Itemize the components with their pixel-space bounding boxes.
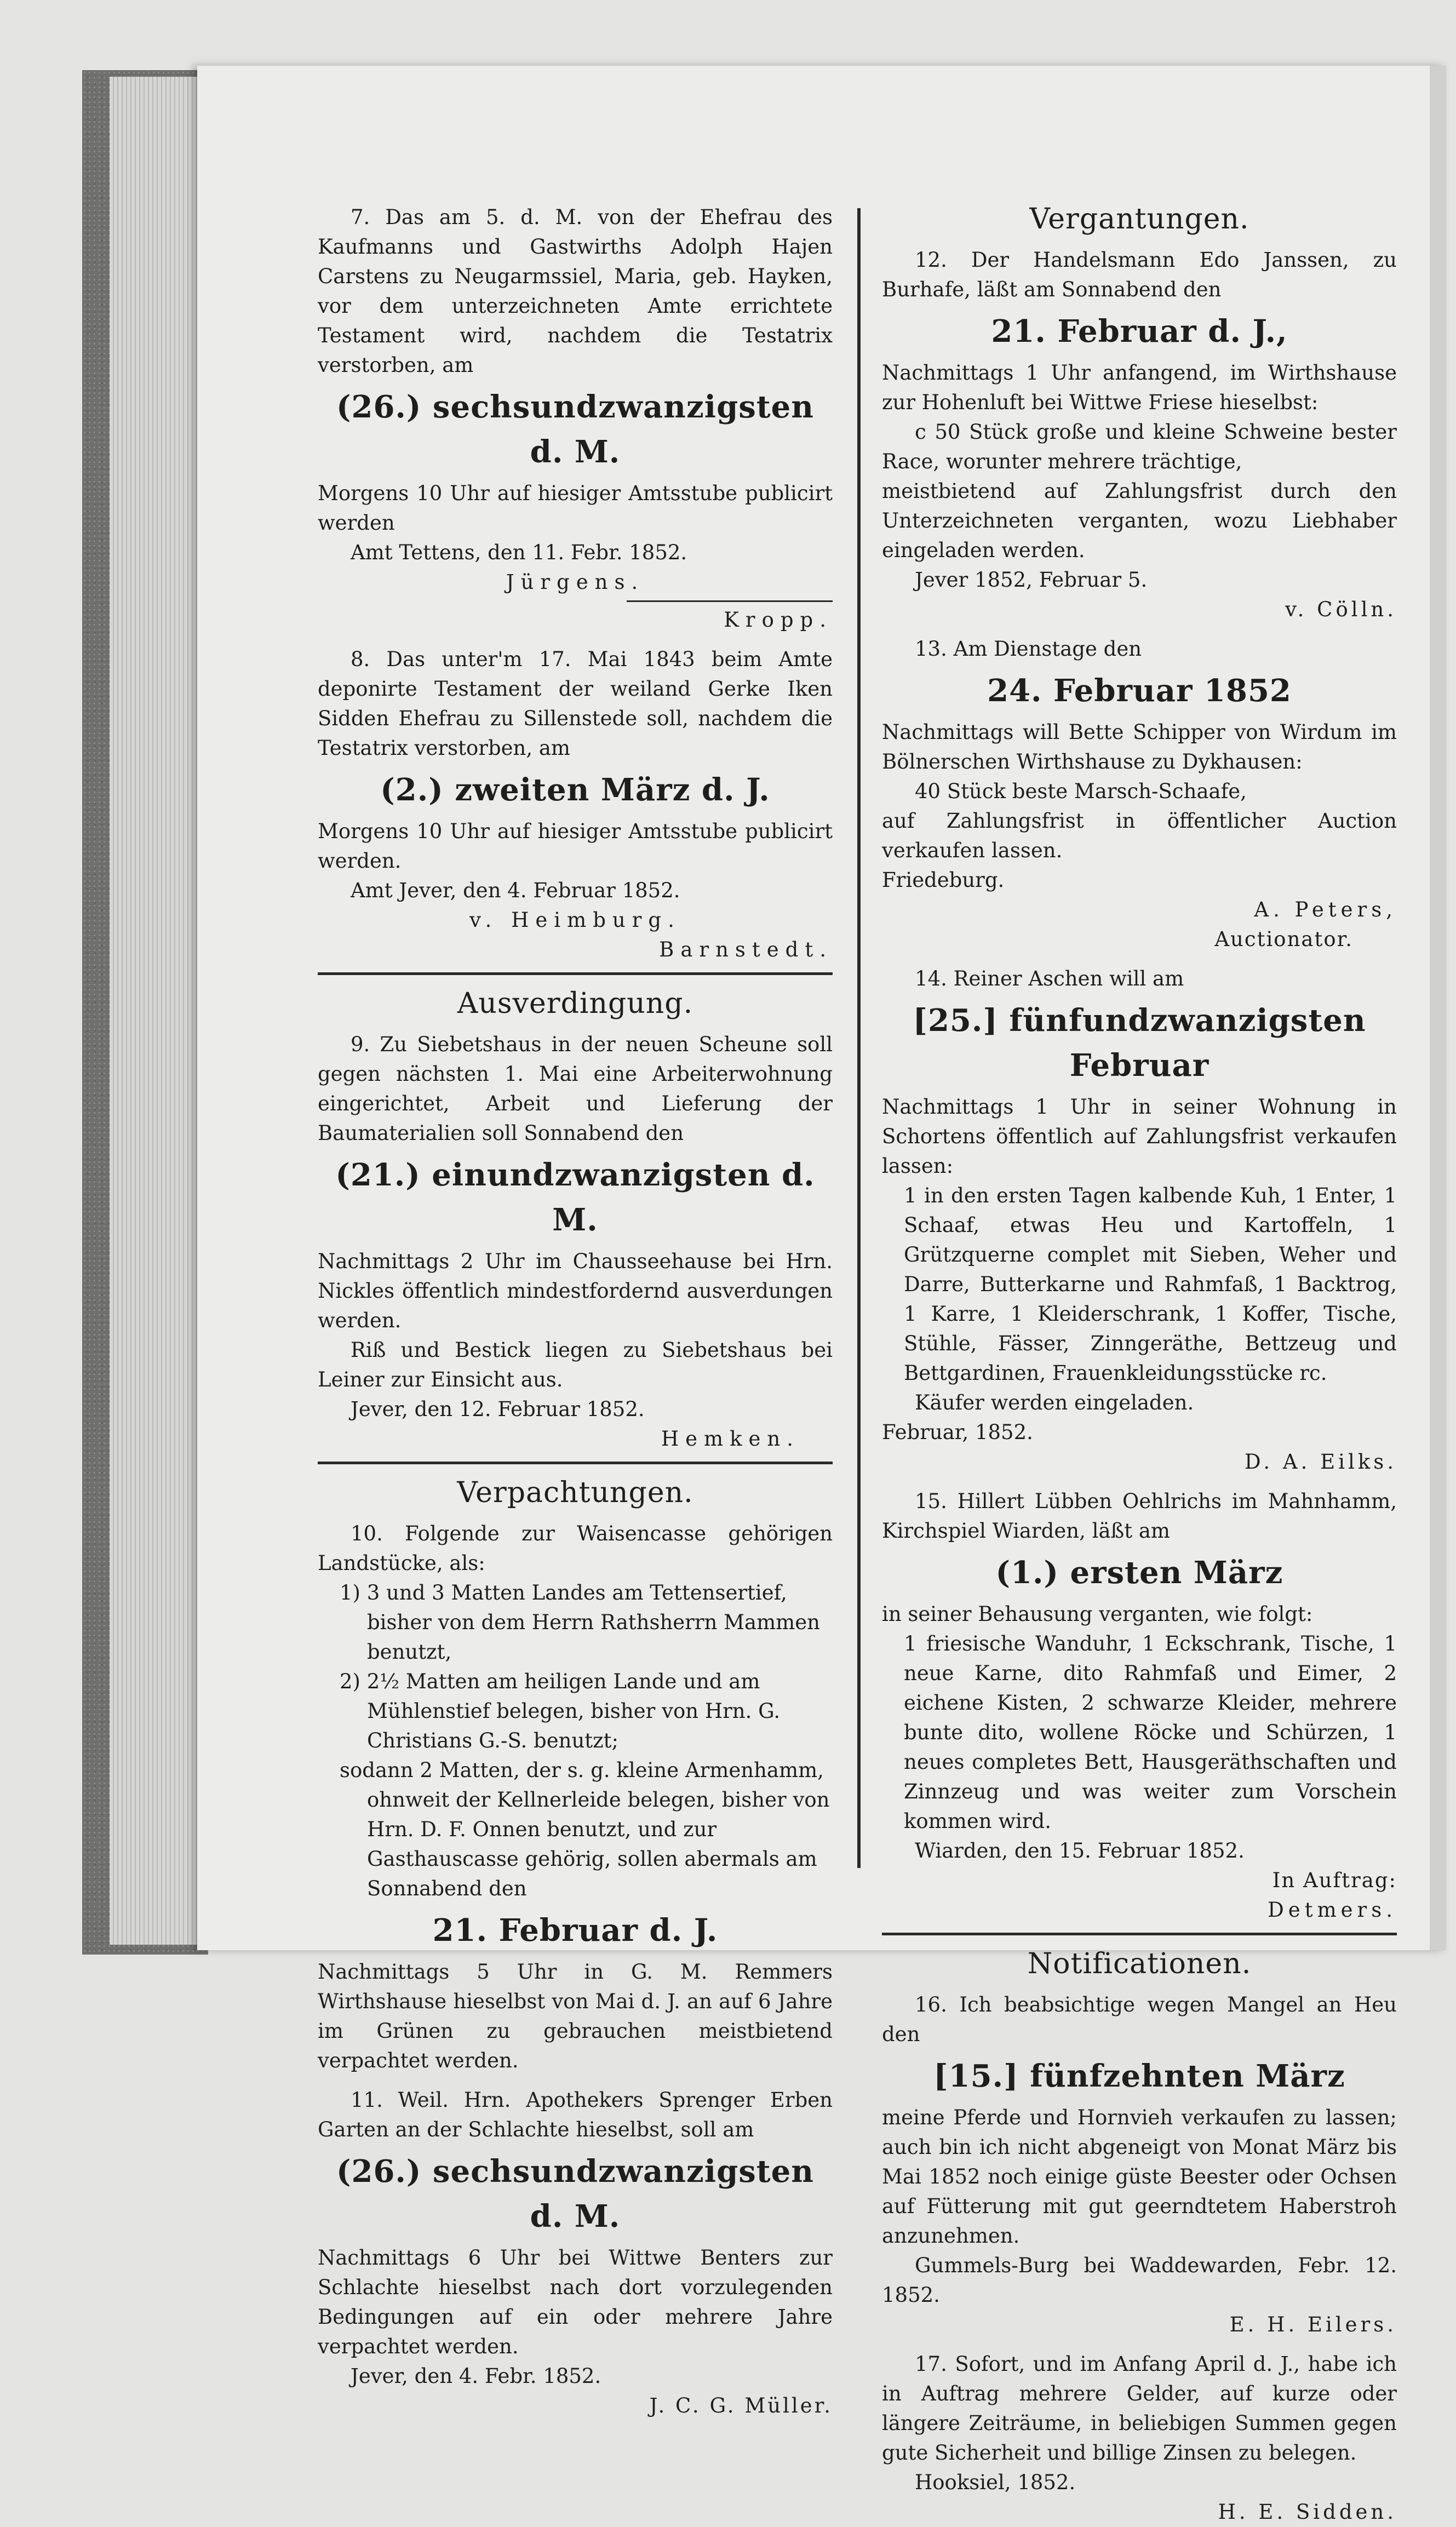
notice-13-date: 24. Februar 1852 xyxy=(987,673,1292,709)
notice-15-text: 15. Hillert Lübben Oehlrichs im Mahnhamm, Kirchspiel Wiarden, läßt am xyxy=(882,1489,1397,1543)
notice-13-item: 40 Stück beste Marsch-Schaafe, xyxy=(915,780,1247,803)
section-rule xyxy=(882,1933,1397,1935)
section-heading-verpachtungen: Verpachtungen. xyxy=(457,1476,693,1509)
notice-15-signature-1: In Auftrag: xyxy=(1272,1869,1397,1892)
notice-14-after-2: Käufer werden eingeladen. xyxy=(915,1391,1194,1414)
notice-9-date: (21.) einundzwanzigsten d. M. xyxy=(335,1157,815,1238)
notice-9-after: Nachmittags 2 Uhr im Chausseehause bei Hrn. Nickles öffentlich mindestfordernd ausverdungen werden. xyxy=(318,1250,833,1332)
notice-12-text: 12. Der Handelsmann Edo Janssen, zu Burhafe, läßt am Sonnabend den xyxy=(882,248,1397,301)
notice-17-text: 17. Sofort, und im Anfang April d. J., habe ich in Auftrag mehrere Gelder, auf kurze oder längere Zeiträume, in beliebigen Summen gegen gute Sicherheit und billige Zinsen zu belegen. xyxy=(882,2352,1397,2465)
notice-13-after: Nachmittags will Bette Schipper von Wirdum im Bölnerschen Wirthshause zu Dykhausen: xyxy=(882,720,1397,773)
notice-16-signature: E. H. Eilers. xyxy=(1229,2313,1397,2336)
notice-14-text: 14. Reiner Aschen will am xyxy=(915,967,1184,990)
notice-13-text: 13. Am Dienstage den xyxy=(915,637,1142,661)
notice-8-text: 8. Das unter'm 17. Mai 1843 beim Amte deponirte Testament der weiland Gerke Iken Sidden Ehefrau zu Sillenstede soll, nachdem die Testatrix verstorben, am xyxy=(318,647,833,760)
section-heading-ausverdingung: Ausverdingung. xyxy=(457,987,693,1020)
notice-11-date: (26.) sechsundzwanzigsten d. M. xyxy=(336,2153,814,2234)
notice-10-text: 10. Folgende zur Waisencasse gehörigen Landstücke, als: xyxy=(318,1522,833,1575)
notice-12-place: Jever 1852, Februar 5. xyxy=(915,568,1148,592)
newspaper-page xyxy=(197,66,1446,2524)
left-column xyxy=(318,203,833,2421)
notice-14-place: Februar, 1852. xyxy=(882,1420,1033,1444)
notice-11-text: 11. Weil. Hrn. Apothekers Sprenger Erben Garten an der Schlachte hieselbst, soll am xyxy=(318,2088,833,2141)
notice-14-after: Nachmittags 1 Uhr in seiner Wohnung in Schortens öffentlich auf Zahlungsfrist verkaufen lassen: xyxy=(882,1095,1397,1178)
notice-8-after: Morgens 10 Uhr auf hiesiger Amtsstube publicirt werden. xyxy=(318,820,833,873)
notice-9-signature: Hemken. xyxy=(661,1427,800,1451)
page-right-edge xyxy=(1430,66,1446,1950)
notice-7-signature-1: Jürgens. xyxy=(506,570,645,594)
section-heading-vergantungen: Vergantungen. xyxy=(1029,203,1249,236)
notice-10-item: 2) 2½ Matten am heiligen Lande und am Mühlenstief belegen, bisher von Hrn. G. Christians G.-S. benutzt; xyxy=(340,1670,781,1752)
notice-12-signature: v. Cölln. xyxy=(1285,598,1397,621)
notice-15-after: in seiner Behausung verganten, wie folgt: xyxy=(882,1602,1313,1626)
notice-12-date: 21. Februar d. J., xyxy=(991,313,1288,349)
notice-13-signature-2: Auctionator. xyxy=(1214,927,1353,951)
notice-15-items: 1 friesische Wanduhr, 1 Eckschrank, Tische, 1 neue Karne, dito Rahmfaß und Eimer, 2 eichene Kisten, 2 schwarze Kleider, mehrere bunte dito, wollene Röcke und Schürzen, 1 neues completes Bett, Hausgeräthschaften und Zinnzeug und was weiter zum Vorschein kommen wird. xyxy=(904,1632,1397,1833)
notice-8-place: Amt Jever, den 4. Februar 1852. xyxy=(351,879,680,902)
column-divider xyxy=(857,208,861,1868)
notice-7-date: (26.) sechsundzwanzigsten d. M. xyxy=(336,389,814,470)
notice-13-signature-1: A. Peters, xyxy=(1254,898,1397,921)
notice-8-signature-1: v. Heimburg. xyxy=(469,908,681,932)
notice-16-text: 16. Ich beabsichtige wegen Mangel an Heu den xyxy=(882,1993,1397,2046)
notice-9-place: Jever, den 12. Februar 1852. xyxy=(351,1397,645,1421)
notice-15-date: (1.) ersten März xyxy=(995,1555,1283,1591)
notice-16-after: meine Pferde und Hornvieh verkaufen zu lassen; auch bin ich nicht abgeneigt von Monat März bis Mai 1852 noch einige güste Beester oder Ochsen auf Fütterung mit gut geerndtetem Haberstroh anzunehmen. xyxy=(882,2106,1397,2248)
notice-13-place: Friedeburg. xyxy=(882,868,1005,892)
notice-8-date: (2.) zweiten März d. J. xyxy=(380,772,770,808)
notice-10-after: Nachmittags 5 Uhr in G. M. Remmers Wirthshause hieselbst von Mai d. J. an auf 6 Jahre im Grünen zu gebrauchen meistbietend verpachtet werden. xyxy=(318,1960,833,2072)
notice-9-after-2: Riß und Bestick liegen zu Siebetshaus bei Leiner zur Einsicht aus. xyxy=(318,1338,833,1391)
notice-15-signature-2: Detmers. xyxy=(1268,1898,1397,1922)
page-edges xyxy=(110,77,208,1945)
notice-7-signature-2: Kropp. xyxy=(724,608,833,632)
notice-10-item: sodann 2 Matten, der s. g. kleine Armenhamm, ohnweit der Kellnerleide belegen, bisher von Hrn. D. F. Onnen benutzt, und zur Gasthauscasse gehörig, sollen abermals am Sonnabend den xyxy=(340,1758,830,1900)
signature-rule xyxy=(627,600,833,602)
notice-16-place: Gummels-Burg bei Waddewarden, Febr. 12. 1852. xyxy=(882,2254,1397,2307)
notice-17-signature: H. E. Sidden. xyxy=(1218,2500,1397,2524)
notice-7-place: Amt Tettens, den 11. Febr. 1852. xyxy=(351,541,687,564)
notice-7-after: Morgens 10 Uhr auf hiesiger Amtsstube publicirt werden xyxy=(318,482,833,535)
notice-13-after-2: auf Zahlungsfrist in öffentlicher Auction verkaufen lassen. xyxy=(882,809,1397,862)
section-heading-notificationen: Notificationen. xyxy=(1027,1947,1252,1980)
notice-16-date: [15.] fünfzehnten März xyxy=(933,2058,1345,2094)
section-rule xyxy=(318,972,833,975)
notice-12-after: Nachmittags 1 Uhr anfangend, im Wirthshause zur Hohenluft bei Wittwe Friese hieselbst: xyxy=(882,361,1397,414)
notice-11-signature: J. C. G. Müller. xyxy=(649,2394,833,2417)
notice-14-date: [25.] fünfundzwanzigsten Februar xyxy=(913,1002,1366,1084)
right-column xyxy=(882,203,1397,2527)
notice-12-after-2: meistbietend auf Zahlungsfrist durch den Unterzeichneten verganten, wozu Liebhaber eingeladen werden. xyxy=(882,479,1397,562)
notice-12-item: c 50 Stück große und kleine Schweine bester Race, worunter mehrere trächtige, xyxy=(882,420,1397,473)
notice-17-place: Hooksiel, 1852. xyxy=(915,2471,1076,2494)
notice-15-place: Wiarden, den 15. Februar 1852. xyxy=(915,1839,1245,1863)
notice-8-signature-2: Barnstedt. xyxy=(659,938,833,961)
section-rule xyxy=(318,1462,833,1464)
notice-11-after: Nachmittags 6 Uhr bei Wittwe Benters zur Schlachte hieselbst nach dort vorzulegenden Bedingungen auf ein oder mehrere Jahre verpachtet werden. xyxy=(318,2246,833,2358)
notice-11-place: Jever, den 4. Febr. 1852. xyxy=(351,2364,601,2388)
notice-14-items: 1 in den ersten Tagen kalbende Kuh, 1 Enter, 1 Schaaf, etwas Heu und Kartoffeln, 1 Grützquerne complet mit Sieben, Weher und Darre, Butterkarne und Rahmfaß, 1 Backtrog, 1 Karre, 1 Kleiderschrank, 1 Koffer, Tische, Stühle, Fässer, Zinngeräthe, Bettzeug und Bettgardinen, Frauenkleidungsstücke rc. xyxy=(904,1184,1397,1385)
notice-14-signature: D. A. Eilks. xyxy=(1245,1450,1397,1474)
notice-10-item: 1) 3 und 3 Matten Landes am Tettensertief, bisher von dem Herrn Rathsherrn Mammen benutzt, xyxy=(340,1581,820,1664)
notice-9-text: 9. Zu Siebetshaus in der neuen Scheune soll gegen nächsten 1. Mai eine Arbeiterwohnung eingerichtet, Arbeit und Lieferung der Baumaterialien soll Sonnabend den xyxy=(318,1033,833,1145)
notice-10-date: 21. Februar d. J. xyxy=(432,1912,718,1949)
notice-7-text: 7. Das am 5. d. M. von der Ehefrau des Kaufmanns und Gastwirths Adolph Hajen Carstens zu Neugarmssiel, Maria, geb. Hayken, vor dem unterzeichneten Amte errichtete Testament wird, nachdem die Testatrix verstorben, am xyxy=(318,205,833,377)
